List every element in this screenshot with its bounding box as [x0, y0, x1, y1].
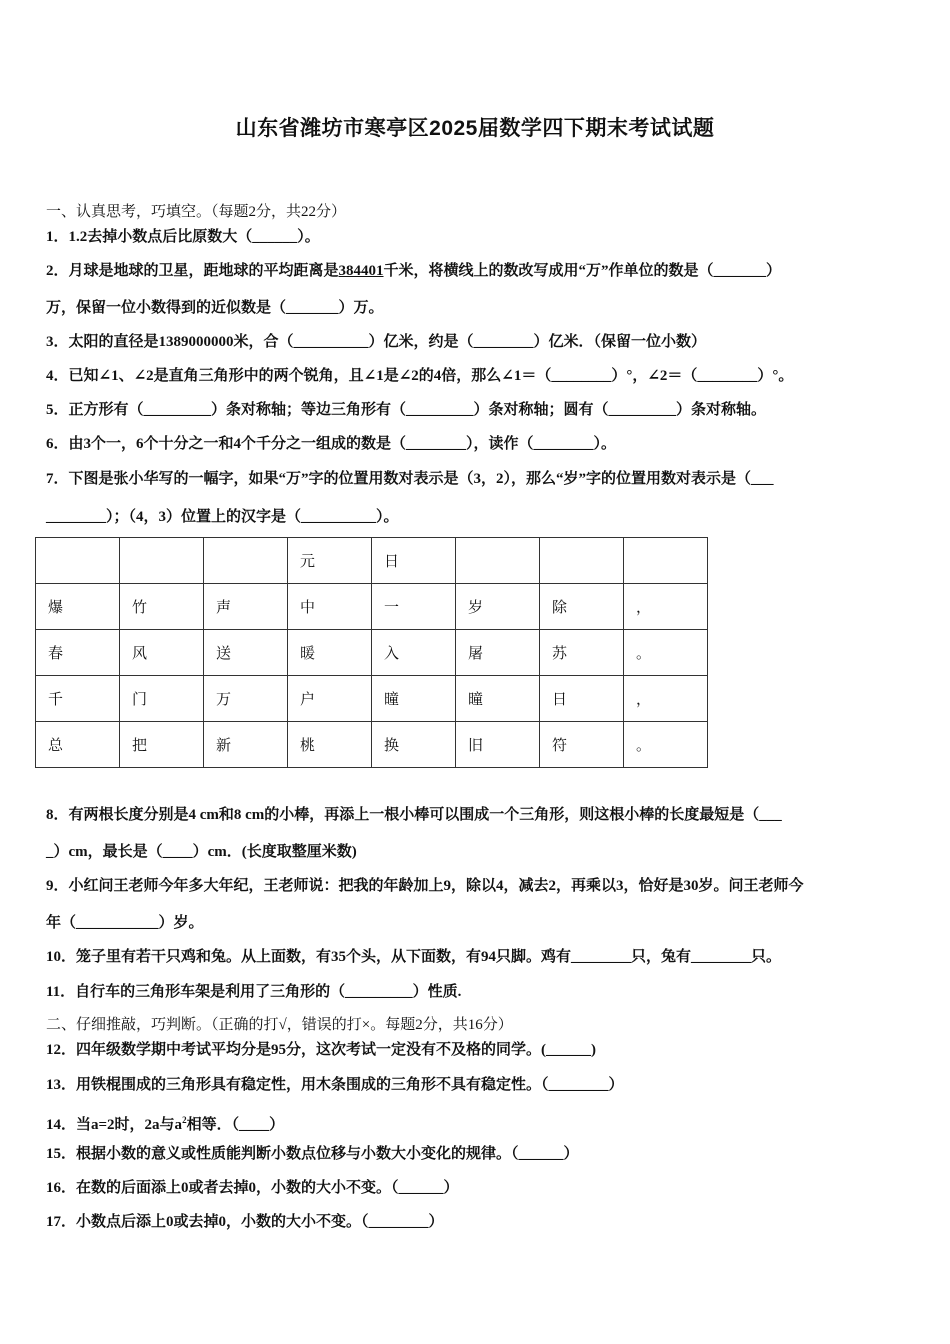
question-2-underlined-number: 384401: [338, 263, 384, 279]
grid-cell: 旧: [456, 722, 540, 768]
question-17: 17．小数点后添上0或去掉0，小数的大小不变。（________）: [46, 1214, 444, 1230]
grid-cell: 千: [36, 676, 120, 722]
question-5: 5．正方形有（_________）条对称轴；等边三角形有（_________）条对称轴；圆有（_________）条对称轴。: [46, 402, 767, 418]
question-2-text-a: 2．月球是地球的卫星，距地球的平均距离是: [46, 263, 339, 279]
grid-cell: 春: [36, 630, 120, 676]
grid-cell: 送: [204, 630, 288, 676]
grid-cell: 曈: [372, 676, 456, 722]
grid-cell: 。: [624, 722, 708, 768]
question-4: 4．已知∠1、∠2是直角三角形中的两个锐角，且∠1是∠2的4倍，那么∠1＝（________）°，∠2＝（________）°。: [46, 368, 794, 384]
grid-cell: 曈: [456, 676, 540, 722]
grid-cell: 竹: [120, 584, 204, 630]
grid-cell: 声: [204, 584, 288, 630]
grid-cell: 。: [624, 630, 708, 676]
grid-cell: [120, 538, 204, 584]
question-6: 6．由3个一，6个十分之一和4个千分之一组成的数是（________），读作（________）。: [46, 436, 617, 452]
question-2-line-2: 万，保留一位小数得到的近似数是（_______）万。: [46, 300, 384, 316]
grid-cell: ，: [624, 584, 708, 630]
question-11: 11．自行车的三角形车架是利用了三角形的（_________）性质.: [46, 984, 462, 1000]
question-14-text-b: 相等．（____）: [186, 1117, 285, 1133]
grid-row: [36, 630, 708, 676]
grid-cell: 桃: [288, 722, 372, 768]
question-2-text-b: 千米，将横线上的数改写成用“万”作单位的数是（_______）: [383, 263, 782, 279]
grid-cell: 入: [372, 630, 456, 676]
grid-cell: 符: [540, 722, 624, 768]
question-14-superscript: 2: [182, 1115, 187, 1125]
section-1-heading: 一、认真思考，巧填空。（每题2分，共22分）: [46, 204, 347, 220]
question-14: [46, 1110, 284, 1135]
character-grid: [35, 537, 708, 768]
grid-cell: 除: [540, 584, 624, 630]
grid-row: [36, 722, 708, 768]
grid-cell: 岁: [456, 584, 540, 630]
question-9-line-1: 9．小红问王老师今年多大年纪，王老师说：把我的年龄加上9，除以4，减去2，再乘以3，恰好是30岁。问王老师今: [46, 878, 804, 894]
question-10: 10．笼子里有若干只鸡和兔。从上面数，有35个头，从下面数，有94只脚。鸡有________只，兔有________只。: [46, 949, 782, 965]
question-12: 12．四年级数学期中考试平均分是95分，这次考试一定没有不及格的同学。(______): [46, 1042, 596, 1058]
question-3: 3．太阳的直径是1389000000米，合（__________）亿米，约是（________）亿米．（保留一位小数）: [46, 334, 707, 350]
question-14-text-a: 14．当a=2时，2a与a: [46, 1117, 183, 1133]
question-13: 13．用铁棍围成的三角形具有稳定性，用木条围成的三角形不具有稳定性。（________）: [46, 1077, 624, 1093]
question-2-line-1: [46, 261, 781, 281]
grid-cell: [624, 538, 708, 584]
page-title: 山东省潍坊市寒亭区2025届数学四下期末考试试题: [235, 117, 715, 140]
grid-row: [36, 538, 708, 584]
grid-cell: 暖: [288, 630, 372, 676]
grid-cell: 屠: [456, 630, 540, 676]
grid-row: [36, 584, 708, 630]
grid-cell: 一: [372, 584, 456, 630]
grid-cell: 元: [288, 538, 372, 584]
question-7-line-1: 7．下图是张小华写的一幅字，如果“万”字的位置用数对表示是（3，2），那么“岁”字的位置用数对表示是（___: [46, 471, 774, 487]
section-2-heading: 二、仔细推敲，巧判断。（正确的打√，错误的打×。每题2分，共16分）: [46, 1017, 513, 1033]
grid-cell: 门: [120, 676, 204, 722]
grid-cell: 换: [372, 722, 456, 768]
grid-cell: 总: [36, 722, 120, 768]
grid-cell: 苏: [540, 630, 624, 676]
grid-cell: 日: [372, 538, 456, 584]
grid-cell: [204, 538, 288, 584]
grid-row: [36, 676, 708, 722]
question-7-line-2: ________）；（4，3）位置上的汉字是（__________）。: [46, 509, 399, 525]
question-16: 16．在数的后面添上0或者去掉0，小数的大小不变。（______）: [46, 1180, 459, 1196]
grid-cell: [456, 538, 540, 584]
grid-cell: 把: [120, 722, 204, 768]
grid-cell: [540, 538, 624, 584]
grid-cell: 户: [288, 676, 372, 722]
grid-cell: ，: [624, 676, 708, 722]
question-8-line-2: _）cm，最长是（____）cm．(长度取整厘米数): [46, 844, 357, 860]
question-15: 15．根据小数的意义或性质能判断小数点位移与小数大小变化的规律。（______）: [46, 1146, 579, 1162]
grid-cell: 万: [204, 676, 288, 722]
grid-cell: 爆: [36, 584, 120, 630]
grid-cell: 中: [288, 584, 372, 630]
grid-cell: 新: [204, 722, 288, 768]
question-8-line-1: 8．有两根长度分别是4 cm和8 cm的小棒，再添上一根小棒可以围成一个三角形，则这根小棒的长度最短是（___: [46, 807, 782, 823]
grid-cell: 风: [120, 630, 204, 676]
question-9-line-2: 年（___________）岁。: [46, 915, 204, 931]
grid-cell: [36, 538, 120, 584]
grid-cell: 日: [540, 676, 624, 722]
question-1: 1．1.2去掉小数点后比原数大（______）。: [46, 229, 320, 245]
